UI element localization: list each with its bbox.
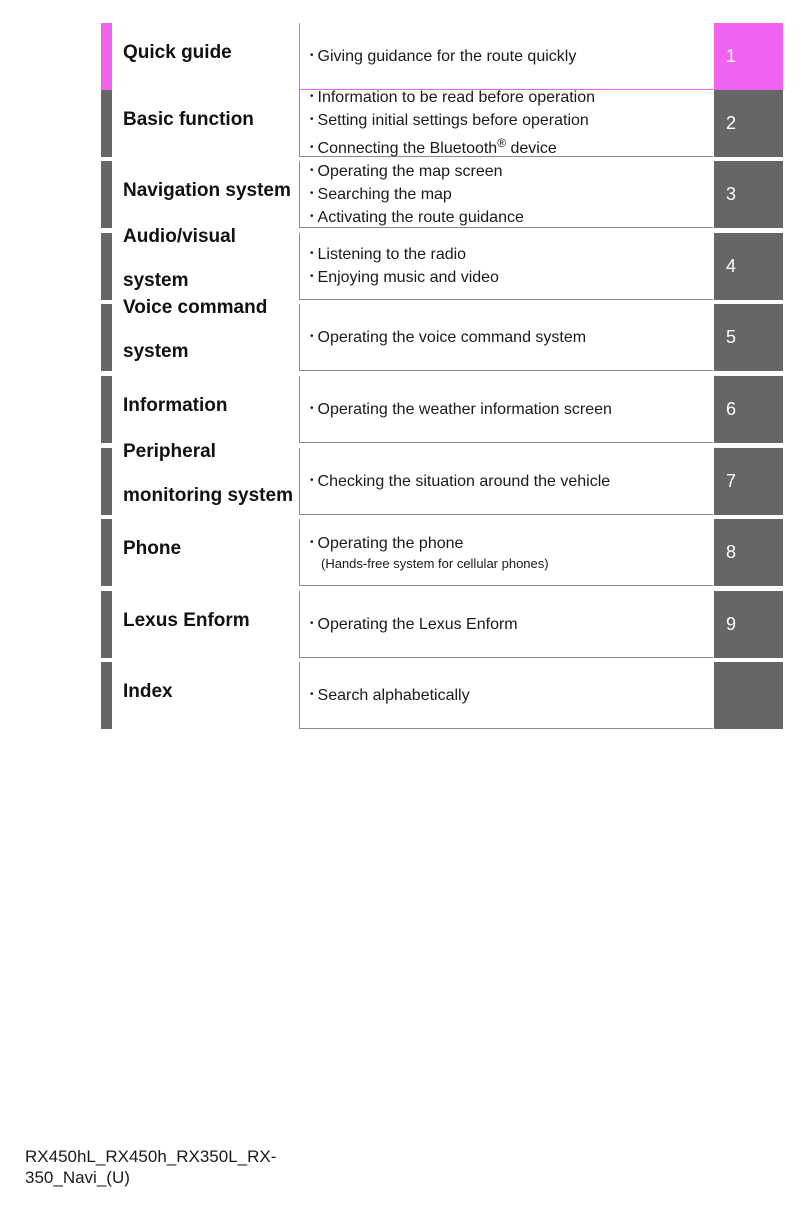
section-description (299, 519, 713, 586)
section-title[interactable]: Information (123, 394, 228, 416)
section-description (299, 591, 713, 658)
section-title[interactable]: Peripheral monitoring system (123, 440, 293, 506)
toc-row-lexus-enform[interactable] (101, 591, 783, 658)
list-item: • Checking the situation around the vehicle (310, 472, 611, 490)
list-item: • Operating the phone (310, 534, 464, 552)
list-item: • Operating the Lexus Enform (310, 615, 518, 633)
section-title[interactable]: Voice command system (123, 296, 268, 362)
section-marker-bar (101, 23, 112, 90)
bullet-icon: • (310, 688, 314, 700)
section-description (299, 161, 713, 228)
chapter-tab[interactable]: 3 (714, 161, 783, 228)
toc-row-voice-command-system[interactable] (101, 296, 783, 371)
footer-line: RX450hL_RX450h_RX350L_RX- (25, 1147, 277, 1166)
section-marker-bar (101, 304, 112, 371)
section-description (299, 448, 713, 515)
section-marker-bar (101, 376, 112, 443)
chapter-tab[interactable]: 7 (714, 448, 783, 515)
section-description (299, 23, 713, 90)
bullet-icon: • (310, 474, 314, 486)
section-marker-bar (101, 161, 112, 228)
section-title[interactable]: Navigation system (123, 179, 291, 201)
bullet-icon: • (310, 187, 314, 199)
section-marker-bar (101, 90, 112, 157)
section-marker-bar (101, 591, 112, 658)
list-item: • Connecting the Bluetooth® device (310, 136, 557, 157)
section-description (299, 304, 713, 371)
list-item: • Search alphabetically (310, 686, 470, 704)
toc-row-audio-visual-system[interactable] (101, 225, 783, 300)
chapter-tab[interactable]: 4 (714, 233, 783, 300)
toc-row-navigation-system[interactable] (101, 161, 783, 228)
section-description (299, 376, 713, 443)
section-title[interactable]: Basic function (123, 108, 254, 130)
section-title[interactable]: Audio/visual system (123, 225, 236, 291)
section-marker-bar (101, 448, 112, 515)
bullet-icon: • (310, 248, 314, 259)
list-item: • Operating the map screen (310, 162, 503, 180)
bullet-icon: • (310, 91, 314, 102)
list-item: • Operating the weather information screen (310, 400, 612, 418)
list-item: • Operating the voice command system (310, 328, 587, 346)
list-item: • Information to be read before operation (310, 89, 596, 106)
chapter-tab[interactable]: 2 (714, 90, 783, 157)
chapter-tab[interactable]: 6 (714, 376, 783, 443)
registered-mark: ® (497, 136, 507, 150)
list-item: • Enjoying music and video (310, 269, 499, 286)
list-item: • Searching the map (310, 185, 452, 203)
chapter-tab[interactable]: 8 (714, 519, 783, 586)
document-footer-code (25, 1146, 295, 1188)
bullet-icon: • (310, 142, 314, 153)
toc-row-basic-function[interactable] (101, 90, 783, 157)
section-marker-bar (101, 662, 112, 729)
list-item: • Activating the route guidance (310, 208, 524, 226)
bullet-icon: • (310, 49, 314, 61)
bullet-icon: • (310, 114, 314, 125)
bullet-icon: • (310, 402, 314, 414)
chapter-tab[interactable] (714, 662, 783, 729)
chapter-tab[interactable]: 9 (714, 591, 783, 658)
toc-row-phone[interactable] (101, 519, 783, 586)
section-description (299, 662, 713, 729)
bullet-icon: • (310, 210, 314, 222)
section-marker-bar (101, 233, 112, 300)
chapter-tab[interactable]: 1 (714, 23, 783, 90)
section-description (299, 233, 713, 300)
item-note: (Hands-free system for cellular phones) (321, 555, 549, 571)
section-marker-bar (101, 519, 112, 586)
toc-row-peripheral-monitoring-system[interactable] (101, 440, 783, 515)
toc-row-quick-guide[interactable] (101, 23, 783, 90)
list-item: • Setting initial settings before operation (310, 112, 589, 129)
section-title[interactable]: Quick guide (123, 41, 232, 63)
footer-line: 350_Navi_(U) (25, 1168, 130, 1187)
chapter-tab[interactable]: 5 (714, 304, 783, 371)
section-title[interactable]: Lexus Enform (123, 609, 250, 631)
bullet-icon: • (310, 617, 314, 629)
section-description (299, 90, 713, 157)
bullet-icon: • (310, 330, 314, 342)
bullet-icon: • (310, 536, 314, 548)
section-title[interactable]: Phone (123, 537, 182, 559)
list-item: • Giving guidance for the route quickly (310, 47, 577, 65)
section-title[interactable]: Index (123, 680, 173, 702)
list-item: • Listening to the radio (310, 246, 467, 263)
toc-row-index[interactable] (101, 662, 783, 729)
bullet-icon: • (310, 271, 314, 282)
bullet-icon: • (310, 164, 314, 176)
toc-row-information[interactable] (101, 376, 783, 443)
